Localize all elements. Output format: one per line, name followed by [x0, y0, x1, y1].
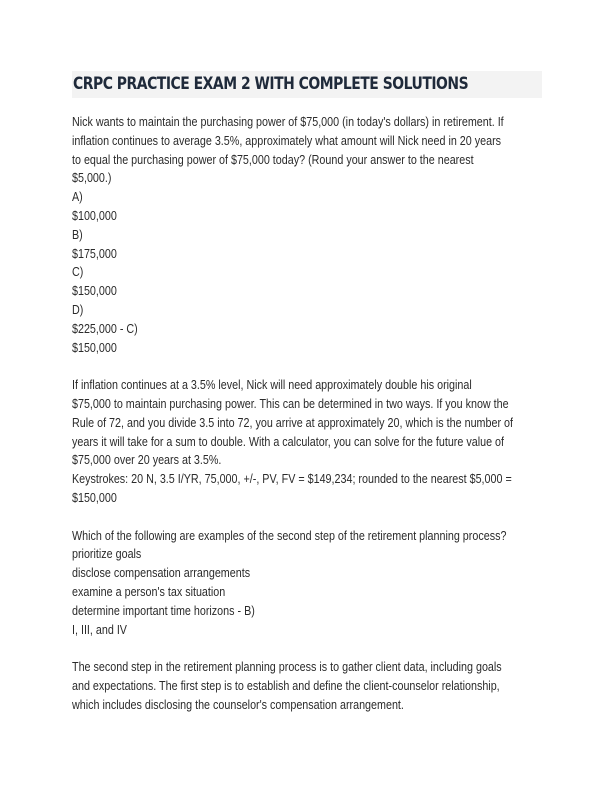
question-2-explanation-line: The second step in the retirement planning process is to gather client data, including goals [72, 660, 502, 675]
question-1-explanation-line: years it will take for a sum to double. With a calculator, you can solve for the future value of [72, 434, 505, 449]
question-2-item: determine important time horizons - B) [72, 603, 255, 618]
question-1-answer: $150,000 [72, 340, 117, 355]
option-a-text: $100,000 [72, 208, 117, 223]
question-1-explanation-line: Rule of 72, and you divide 3.5 into 72, you arrive at approximately 20, which is the number of [72, 415, 514, 430]
paragraph-spacer [72, 639, 536, 658]
question-1-stem-line: to equal the purchasing power of $75,000 today? (Round your answer to the nearest [72, 152, 474, 167]
question-1-explanation-line: $75,000 to maintain purchasing power. This can be determined in two ways. If you know the [72, 396, 509, 411]
option-a-letter: A) [72, 190, 83, 205]
question-1-stem-line: Nick wants to maintain the purchasing power of $75,000 (in today's dollars) in retirement. If [72, 115, 504, 129]
option-d-letter: D) [72, 302, 84, 317]
question-1-stem-line: $5,000.) [72, 171, 112, 186]
question-2-item: disclose compensation arrangements [72, 566, 251, 581]
question-1-stem-line: inflation continues to average 3.5%, approximately what amount will Nick need in 20 years [72, 133, 502, 148]
option-c-letter: C) [72, 265, 84, 280]
question-2-answer: I, III, and IV [72, 622, 127, 637]
question-1-explanation-line: Keystrokes: 20 N, 3.5 I/YR, 75,000, +/-, PV, FV = $149,234; rounded to the nearest $5,000 = [72, 472, 512, 487]
paragraph-spacer [72, 508, 536, 527]
option-b-letter: B) [72, 227, 83, 242]
question-2-item: examine a person's tax situation [72, 584, 226, 599]
question-1 [72, 113, 536, 715]
question-2-explanation-line: which includes disclosing the counselor's compensation arrangement. [72, 697, 404, 712]
option-b-text: $175,000 [72, 246, 117, 261]
question-1-explanation-line: $150,000 [72, 490, 117, 505]
question-2-item: prioritize goals [72, 547, 142, 562]
page-title: CRPC PRACTICE EXAM 2 WITH COMPLETE SOLUTIONS [73, 74, 469, 94]
question-1-explanation-line: If inflation continues at a 3.5% level, Nick will need approximately double his original [72, 378, 472, 393]
question-2-stem: Which of the following are examples of the second step of the retirement planning process? [72, 528, 507, 543]
question-1-explanation-line: $75,000 over 20 years at 3.5%. [72, 453, 222, 468]
option-c-text: $150,000 [72, 284, 117, 299]
question-2-explanation-line: and expectations. The first step is to establish and define the client-counselor relationship, [72, 678, 500, 693]
paragraph-spacer [72, 357, 536, 376]
option-d-text: $225,000 - C) [72, 321, 138, 336]
